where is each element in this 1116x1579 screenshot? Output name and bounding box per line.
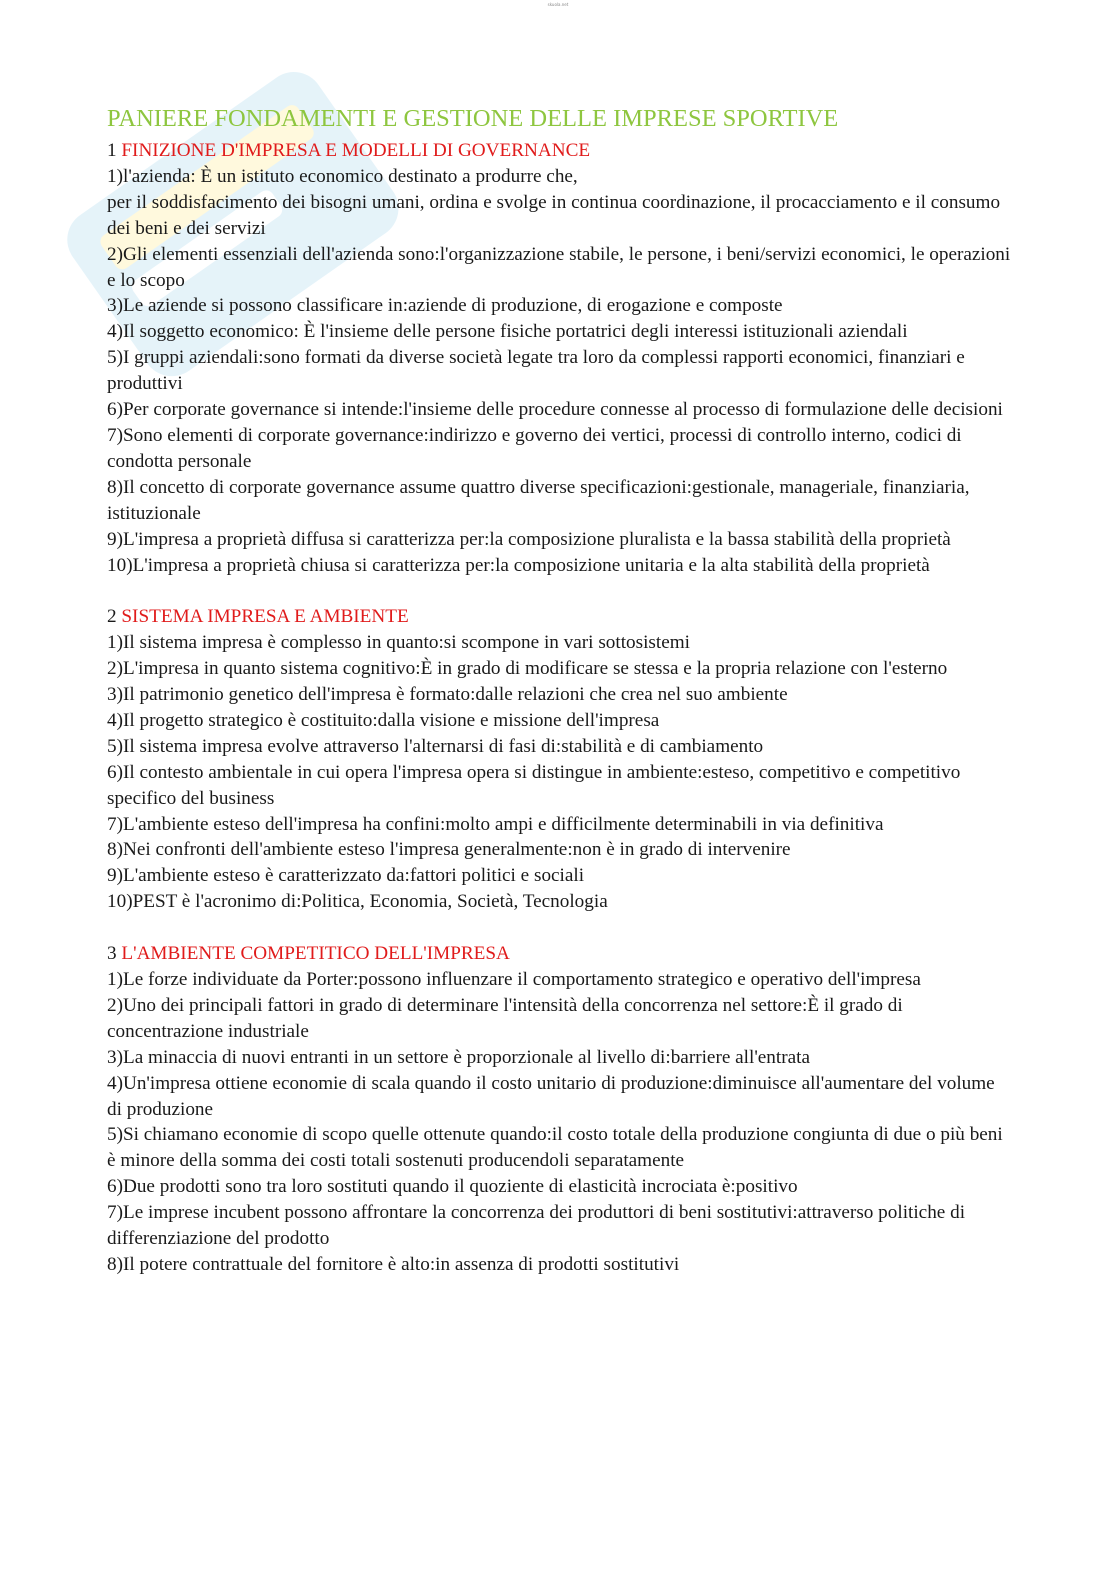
- section-heading: [107, 138, 1012, 164]
- section-1: [107, 138, 1012, 578]
- question-answer-item: 4)Il progetto strategico è costituito:dalla visione e missione dell'impresa: [107, 709, 660, 731]
- section-title: L'AMBIENTE COMPETITICO DELL'IMPRESA: [121, 943, 510, 965]
- section-heading: [107, 604, 1012, 630]
- question-answer-item: 1)Il sistema impresa è complesso in quanto:si scompone in vari sottosistemi: [107, 632, 690, 654]
- question-answer-item: 2)Uno dei principali fattori in grado di determinare l'intensità della concorrenza nel settore:È il grado di concentrazione industriale: [107, 994, 903, 1042]
- question-answer-item: 8)Il potere contrattuale del fornitore è alto:in assenza di prodotti sostitutivi: [107, 1253, 680, 1275]
- question-answer-item: 1)Le forze individuate da Porter:possono influenzare il comportamento strategico e operativo dell'impresa: [107, 968, 921, 990]
- question-answer-item: 1)l'azienda: È un istituto economico destinato a produrre che,: [107, 165, 578, 187]
- question-answer-item: 9)L'impresa a proprietà diffusa si caratterizza per:la composizione pluralista e la bassa stabilità della proprietà: [107, 528, 951, 550]
- section-heading: [107, 941, 1012, 967]
- question-answer-item: 7)Sono elementi di corporate governance:indirizzo e governo dei vertici, processi di controllo interno, codici di condotta personale: [107, 424, 962, 472]
- section-number: 2: [107, 606, 117, 628]
- header-mark: skuola.net: [547, 2, 569, 7]
- question-answer-item: 5)I gruppi aziendali:sono formati da diverse società legate tra loro da complessi rapporti economici, finanziari e produttivi: [107, 347, 965, 395]
- question-answer-item: 5)Si chiamano economie di scopo quelle ottenute quando:il costo totale della produzione congiunta di due o più beni è minore della somma dei costi totali sostenuti producendoli separatamente: [107, 1124, 1003, 1172]
- question-answer-item: per il soddisfacimento dei bisogni umani, ordina e svolge in continua coordinazione, il procacciamento e il consumo dei beni e dei servizi: [107, 191, 1001, 239]
- section-title: FINIZIONE D'IMPRESA E MODELLI DI GOVERNANCE: [121, 140, 591, 161]
- section-title: SISTEMA IMPRESA E AMBIENTE: [121, 606, 409, 628]
- question-answer-item: 2)L'impresa in quanto sistema cognitivo:È in grado di modificare se stessa e la propria relazione con l'esterno: [107, 658, 948, 680]
- sections-container: [107, 138, 1012, 1278]
- question-answer-item: 6)Per corporate governance si intende:l'insieme delle procedure connesse al processo di formulazione delle decisioni: [107, 399, 1003, 421]
- question-answer-item: 10)L'impresa a proprietà chiusa si caratterizza per:la composizione unitaria e la alta stabilità della proprietà: [107, 554, 930, 576]
- question-answer-item: 4)Un'impresa ottiene economie di scala quando il costo unitario di produzione:diminuisce all'aumentare del volume di produzione: [107, 1072, 995, 1120]
- section-3: [107, 941, 1012, 1278]
- document-title: PANIERE FONDAMENTI E GESTIONE DELLE IMPRESE SPORTIVE: [107, 105, 839, 132]
- question-answer-item: 6)Due prodotti sono tra loro sostituti quando il quoziente di elasticità incrociata è:positivo: [107, 1176, 798, 1198]
- section-number: 3: [107, 943, 117, 965]
- question-answer-item: 3)La minaccia di nuovi entranti in un settore è proporzionale al livello di:barriere all'entrata: [107, 1046, 810, 1068]
- section-2: [107, 604, 1012, 915]
- document-body: [107, 104, 1012, 1304]
- question-answer-item: 10)PEST è l'acronimo di:Politica, Economia, Società, Tecnologia: [107, 891, 608, 913]
- question-answer-item: 9)L'ambiente esteso è caratterizzato da:fattori politici e sociali: [107, 865, 585, 887]
- question-answer-item: 8)Nei confronti dell'ambiente esteso l'impresa generalmente:non è in grado di intervenire: [107, 839, 791, 861]
- question-answer-item: 8)Il concetto di corporate governance assume quattro diverse specificazioni:gestionale, manageriale, finanziaria, istituzionale: [107, 476, 970, 524]
- question-answer-item: 3)Le aziende si possono classificare in:aziende di produzione, di erogazione e composte: [107, 295, 783, 317]
- section-number: 1: [107, 140, 117, 161]
- question-answer-item: 7)L'ambiente esteso dell'impresa ha confini:molto ampi e difficilmente determinabili in via definitiva: [107, 813, 884, 835]
- question-answer-item: 4)Il soggetto economico: È l'insieme delle persone fisiche portatrici degli interessi istituzionali aziendali: [107, 321, 908, 343]
- question-answer-item: 7)Le imprese incubent possono affrontare la concorrenza dei produttori di beni sostitutivi:attraverso politiche di differenziazione del prodotto: [107, 1202, 966, 1250]
- question-answer-item: 3)Il patrimonio genetico dell'impresa è formato:dalle relazioni che crea nel suo ambiente: [107, 684, 788, 706]
- question-answer-item: 5)Il sistema impresa evolve attraverso l'alternarsi di fasi di:stabilità e di cambiamento: [107, 735, 764, 757]
- question-answer-item: 2)Gli elementi essenziali dell'azienda sono:l'organizzazione stabile, le persone, i beni/servizi economici, le operazioni e lo scopo: [107, 243, 1011, 291]
- question-answer-item: 6)Il contesto ambientale in cui opera l'impresa opera si distingue in ambiente:esteso, competitivo e competitivo specifico del business: [107, 761, 961, 809]
